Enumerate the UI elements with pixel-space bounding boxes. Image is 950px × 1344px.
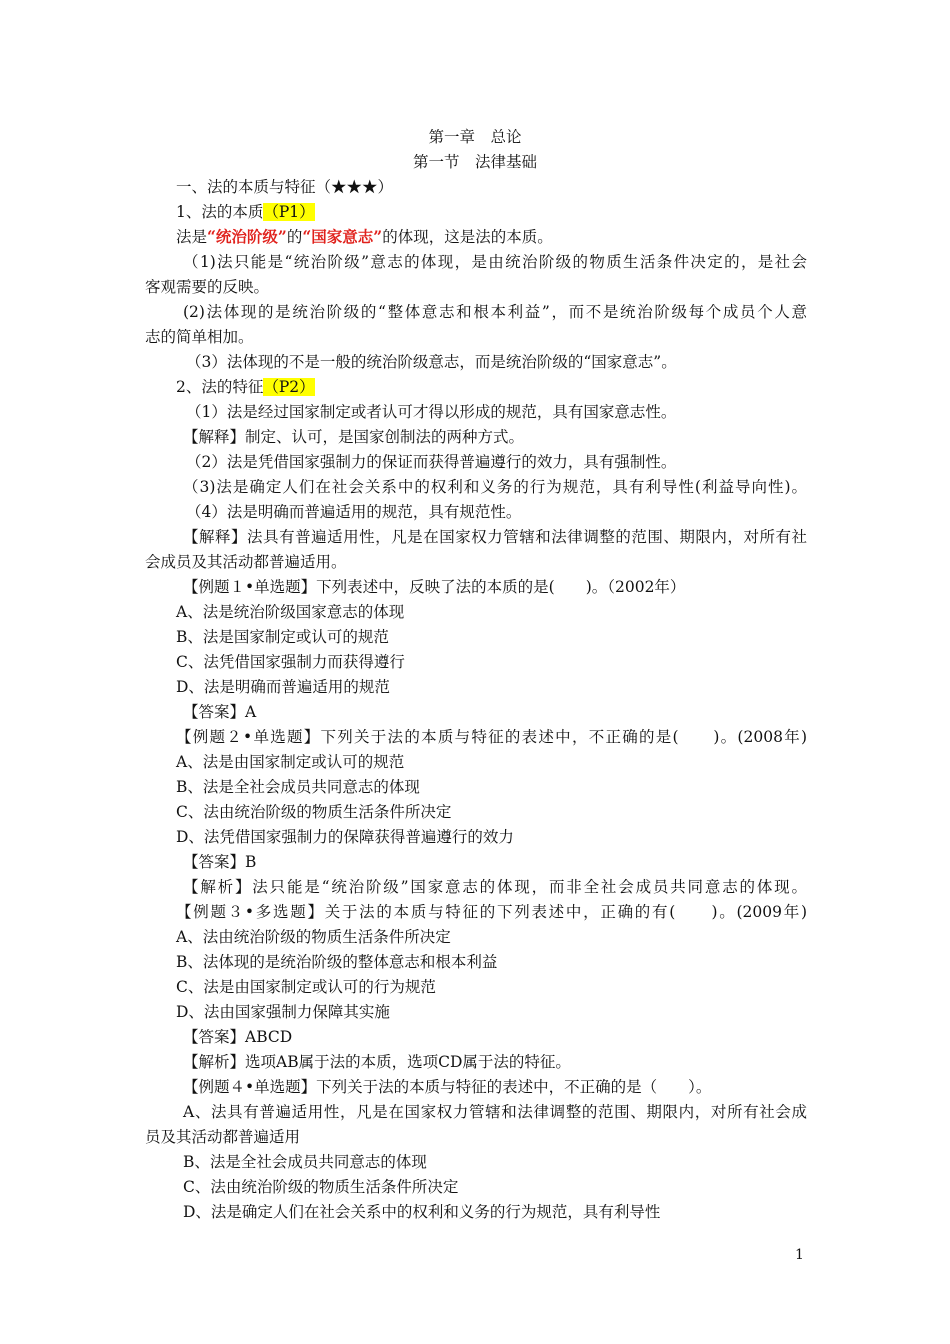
chapter-title: 第一章 总论 [428,128,522,146]
subheading-features [176,376,315,398]
essence-point-2-line-1: (2)法体现的是统治阶级的“整体意志和根本利益”，而不是统治阶级每个成员个人意 [183,303,807,321]
example-2-answer: 【答案】B [183,853,257,871]
example-2-stem: 【例题２•单选题】下列关于法的本质与特征的表述中，不正确的是( )。(2008年) [176,728,807,746]
example-4-option-d: D、法是确定人们在社会关系中的权利和义务的行为规范，具有利导性 [183,1203,661,1221]
essence-statement [176,226,553,248]
example-1-answer: 【答案】A [183,703,257,721]
example-2-option-a: A、法是由国家制定或认可的规范 [176,753,405,771]
page-ref-p1: （P1） [263,203,315,221]
essence-point-1-line-2: 客观需要的反映。 [145,278,270,296]
feature-2: （2）法是凭借国家强制力的保证而获得普遍遵行的效力，具有强制性。 [186,453,677,471]
feature-4-explanation-line-1: 【解释】法具有普遍适用性，凡是在国家权力管辖和法律调整的范围、期限内，对所有社 [183,528,807,546]
example-3-option-c: C、法是由国家制定或认可的行为规范 [176,978,436,996]
example-1-option-d: D、法是明确而普遍适用的规范 [176,678,390,696]
example-4-option-c: C、法由统治阶级的物质生活条件所决定 [183,1178,459,1196]
feature-1-explanation: 【解释】制定、认可，是国家创制法的两种方式。 [183,428,525,446]
essence-mid: 的 [286,228,303,246]
essence-point-2-line-2: 志的简单相加。 [145,328,254,346]
example-3-stem: 【例题３•多选题】关于法的本质与特征的下列表述中，正确的有( )。(2009年) [176,903,807,921]
example-2-option-d: D、法凭借国家强制力的保障获得普遍遵行的效力 [176,828,514,846]
essence-point-3: （3）法体现的不是一般的统治阶级意志，而是统治阶级的“国家意志”。 [186,353,677,371]
example-3-option-a: A、法由统治阶级的物质生活条件所决定 [176,928,451,946]
example-1-stem: 【例题１•单选题】下列表述中，反映了法的本质的是( )。（2002年） [183,578,686,596]
feature-3: （3)法是确定人们在社会关系中的权利和义务的行为规范，具有利导性(利益导向性)。 [183,478,807,496]
example-2-analysis: 【解析】法只能是“统治阶级”国家意志的体现，而非全社会成员共同意志的体现。 [183,878,807,896]
essence-pre: 法是 [176,228,208,246]
example-4-option-a-line-1: A、法具有普遍适用性，凡是在国家权力管辖和法律调整的范围、期限内，对所有社会成 [183,1103,807,1121]
example-3-option-b: B、法体现的是统治阶级的整体意志和根本利益 [176,953,498,971]
example-3-analysis: 【解析】选项AB属于法的本质，选项CD属于法的特征。 [183,1053,571,1071]
page-ref-p2: （P2） [263,378,315,396]
example-1-option-b: B、法是国家制定或认可的规范 [176,628,389,646]
heading-essence-features: 一、法的本质与特征（★★★） [176,178,394,196]
example-3-option-d: D、法由国家强制力保障其实施 [176,1003,390,1021]
feature-4-explanation-line-2: 会成员及其活动都普遍适用。 [145,553,347,571]
subheading-essence-text: 1、法的本质 [176,203,264,221]
feature-1: （1）法是经过国家制定或者认可才得以形成的规范，具有国家意志性。 [186,403,677,421]
essence-term-state-will: “国家意志” [302,227,383,246]
essence-post: 的体现，这是法的本质。 [382,228,553,246]
example-4-stem: 【例题４•单选题】下列关于法的本质与特征的表述中，不正确的是（ ）。 [183,1078,712,1096]
example-4-option-b: B、法是全社会成员共同意志的体现 [183,1153,427,1171]
subheading-essence [176,201,315,223]
page-number: 1 [795,1247,804,1263]
example-2-option-c: C、法由统治阶级的物质生活条件所决定 [176,803,452,821]
section-title: 第一节 法律基础 [412,153,537,171]
essence-point-1-line-1: （1)法只能是“统治阶级”意志的体现，是由统治阶级的物质生活条件决定的，是社会 [183,253,807,271]
example-2-option-b: B、法是全社会成员共同意志的体现 [176,778,420,796]
essence-term-ruling-class: “统治阶级” [207,227,287,246]
example-1-option-c: C、法凭借国家强制力而获得遵行 [176,653,405,671]
subheading-features-text: 2、法的特征 [176,378,264,396]
example-1-option-a: A、法是统治阶级国家意志的体现 [176,603,405,621]
feature-4: （4）法是明确而普遍适用的规范，具有规范性。 [186,503,522,521]
example-4-option-a-line-2: 员及其活动都普遍适用 [145,1128,301,1146]
example-3-answer: 【答案】ABCD [183,1028,293,1046]
